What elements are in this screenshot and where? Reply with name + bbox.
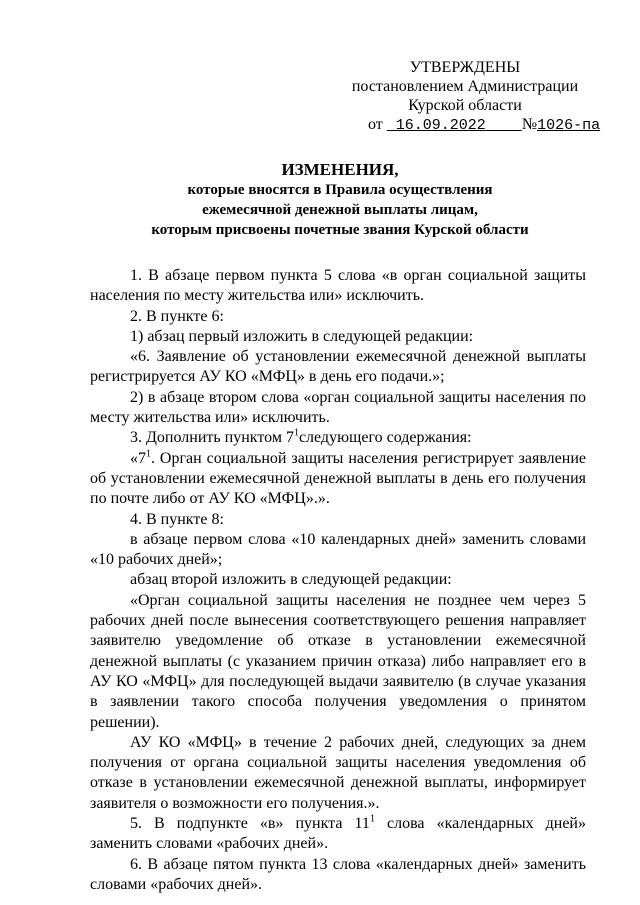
approval-date: 16.09.2022 [395, 117, 486, 134]
paragraph-4: «6. Заявление об установлении ежемесячной денежной выплаты регистрируется АУ КО «МФЦ» в день его подачи.»; [90, 348, 586, 386]
paragraph-1: 1. В абзаце первом пункта 5 слова «в орган социальной защиты населения по месту жительства или» исключить. [90, 267, 586, 305]
approval-line-2: Курской области [408, 97, 522, 114]
paragraph-7: «$7^1$. Орган социальной защиты населения регистрирует заявление об установлении ежемесячной денежной выплаты в день его получения по почте либо от АУ КО «МФЦ».». [90, 448, 586, 508]
approval-date-line [350, 115, 601, 135]
paragraph-9: в абзаце первом слова «10 календарных дней» заменить словами «10 рабочих дней»; [90, 530, 586, 569]
paragraph-5: 2) в абзаце втором слова «орган социальной защиты населения по месту жительства или» исключить. [90, 388, 586, 427]
paragraph-14: 6. В абзаце пятом пункта 13 слова «календарных дней» заменить словами «рабочих дней». [90, 855, 586, 893]
approval-number: 1026-па [537, 117, 601, 134]
date-prefix: от [368, 116, 383, 133]
title-line-1: которые вносятся в Правила осуществления [187, 182, 493, 198]
document-title [90, 160, 590, 240]
paragraph-3: 1) абзац первый изложить в следующей редакции: [130, 327, 474, 345]
approval-heading: УТВЕРЖДЕНЫ [409, 59, 521, 76]
paragraph-13: 5. В подпункте «в» пункта $11^1$ слова «календарных дней» заменить словами «рабочих дней». [90, 813, 586, 853]
number-sign: № [521, 116, 538, 133]
paragraph-8: 4. В пункте 8: [130, 510, 224, 528]
title-line-2: ежемесячной денежной выплаты лицам, [202, 202, 478, 218]
title-line-3: которым присвоены почетные звания Курской области [151, 222, 529, 238]
document-body [90, 266, 586, 895]
paragraph-6: 3. Дополнить пунктом $7^1следующего$ содержания: [130, 428, 472, 447]
paragraph-10: абзац второй изложить в следующей редакции: [130, 571, 452, 589]
paragraph-2: 2. В пункте 6: [130, 307, 224, 325]
paragraph-12: АУ КО «МФЦ» в течение 2 рабочих дней, следующих за днем получения от органа социальной защиты населения уведомления об отказе в установлении ежемесячной денежной выплаты, информирует заявителя о возможности его получения.». [90, 733, 586, 812]
title-main: ИЗМЕНЕНИЯ, [281, 160, 399, 179]
approval-stamp [350, 58, 601, 135]
paragraph-11: «Орган социальной защиты населения не позднее чем через 5 рабочих дней после вынесения соответствующего решения направляет заявителю уведомление об отказе в установлении ежемесячной денежной выплаты (с указанием причин отказа) либо направляет его в АУ КО «МФЦ» для последующей выдачи заявителю (в случае указания в заявлении такого способа получения уведомления о принятом решении). [90, 591, 586, 731]
approval-line-1: постановлением Администрации [351, 78, 579, 95]
